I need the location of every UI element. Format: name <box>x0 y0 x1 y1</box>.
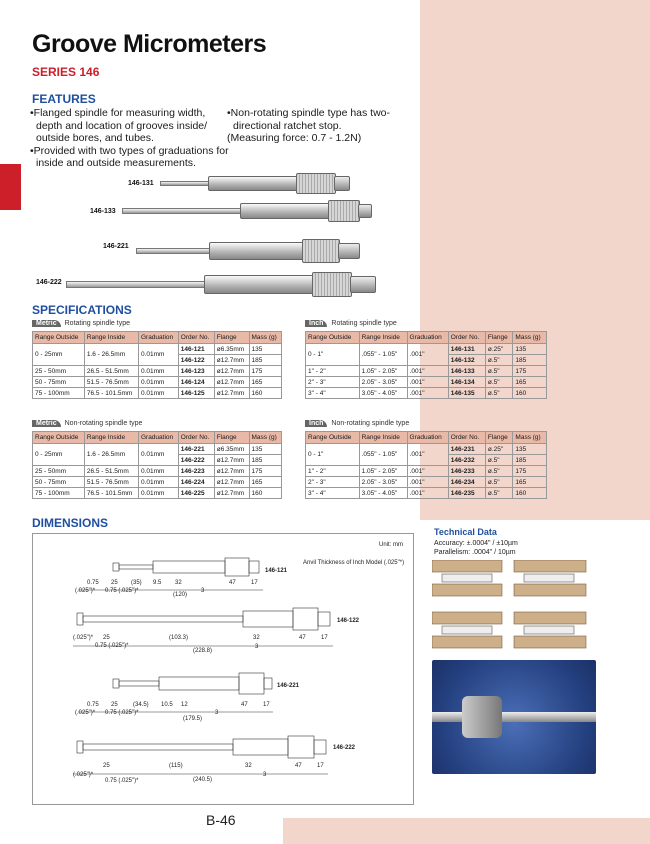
cell: 146-123 <box>178 366 214 377</box>
cell: ø.5" <box>485 477 513 488</box>
cell: 1.05" - 2.05" <box>359 466 407 477</box>
cell: 75 - 100mm <box>33 388 85 399</box>
cell: 0.01mm <box>138 388 178 399</box>
cell: 1" - 2" <box>306 466 360 477</box>
cell: 160 <box>513 488 547 499</box>
cell: 160 <box>513 388 547 399</box>
micrometer-146-222 <box>66 271 396 297</box>
cell: 25 - 50mm <box>33 366 85 377</box>
col-header: Flange <box>214 432 249 444</box>
cell: .001" <box>407 344 448 366</box>
table-row <box>306 344 547 355</box>
unit-label: Unit: mm <box>379 542 403 548</box>
cell: 146-235 <box>448 488 485 499</box>
col-header: Range Inside <box>84 432 138 444</box>
col-header: Range Outside <box>33 332 85 344</box>
table-row <box>33 488 282 499</box>
table-row <box>33 388 282 399</box>
groove-usage-diagrams <box>432 560 592 650</box>
cell: ø12.7mm <box>214 488 249 499</box>
dim-value: 32 <box>175 580 182 586</box>
cell: 160 <box>249 388 282 399</box>
feature-line: (Measuring force: 0.7 - 1.2N) <box>227 132 362 144</box>
red-section-tab <box>0 164 21 210</box>
cell: 146-232 <box>448 455 485 466</box>
spec-table-metric-nonrotating <box>32 431 282 499</box>
col-header: Range Inside <box>359 332 407 344</box>
photo-spindle <box>432 712 596 722</box>
cell: ø.5" <box>485 366 513 377</box>
dim-value: 0.75 (.025")* <box>105 710 139 716</box>
cell: 146-222 <box>178 455 214 466</box>
features-right <box>227 107 417 145</box>
dim-value: 17 <box>263 702 270 708</box>
col-header: Flange <box>214 332 249 344</box>
cell: 165 <box>513 477 547 488</box>
table-row <box>306 444 547 455</box>
table-row <box>33 366 282 377</box>
dim-value: 0.75 (.025")* <box>105 778 139 784</box>
cell: 135 <box>513 444 547 455</box>
metric-tag: Metric <box>32 320 61 327</box>
cell: 3" - 4" <box>306 488 360 499</box>
dim-model-146-121: 146-121 <box>265 568 288 574</box>
cell: 146-233 <box>448 466 485 477</box>
col-header: Range Outside <box>306 332 360 344</box>
col-header: Order No. <box>448 432 485 444</box>
cell: ø.5" <box>485 455 513 466</box>
accuracy-line: Accuracy: ±.0004" / ±10µm <box>434 540 518 547</box>
cell: ø12.7mm <box>214 377 249 388</box>
cell: 135 <box>249 344 282 355</box>
dim-value: 25 <box>103 635 110 641</box>
cell: ø.25" <box>485 344 513 355</box>
cell: .001" <box>407 444 448 466</box>
cell: .001" <box>407 466 448 477</box>
cell: 185 <box>513 355 547 366</box>
col-header: Order No. <box>178 432 214 444</box>
dim-value: 12 <box>181 702 188 708</box>
cell: ø12.7mm <box>214 466 249 477</box>
col-header: Graduation <box>407 332 448 344</box>
page-number: B-46 <box>206 812 236 828</box>
dim-value: (228.8) <box>193 648 213 654</box>
dim-value: 47 <box>295 763 302 769</box>
cell: 146-133 <box>448 366 485 377</box>
model-label-146-221: 146-221 <box>103 243 129 250</box>
dim-model-146-221: 146-221 <box>277 683 300 689</box>
dim-value: 32 <box>253 635 260 641</box>
cell: 50 - 75mm <box>33 477 85 488</box>
cell: .055" - 1.05" <box>359 444 407 466</box>
dim-value: 25 <box>103 763 110 769</box>
cell: 165 <box>249 377 282 388</box>
cell: 165 <box>513 377 547 388</box>
dim-value: 9.5 <box>153 580 162 586</box>
cell: 76.5 - 101.5mm <box>84 388 138 399</box>
dim-value: (120) <box>173 592 188 598</box>
cell: 3.05" - 4.05" <box>359 388 407 399</box>
table-row <box>306 466 547 477</box>
cell: 0.01mm <box>138 344 178 366</box>
dim-value: (34.5) <box>133 702 149 708</box>
table-title-metric-rotating <box>32 320 130 327</box>
specifications-heading: SPECIFICATIONS <box>32 303 132 317</box>
cell: 185 <box>513 455 547 466</box>
cell: 175 <box>249 466 282 477</box>
dim-value: 47 <box>229 580 236 586</box>
dim-value: (115) <box>169 763 183 769</box>
cell: .055" - 1.05" <box>359 344 407 366</box>
table-row <box>306 388 547 399</box>
cell: ø.5" <box>485 388 513 399</box>
model-label-146-131: 146-131 <box>128 180 154 187</box>
cell: 1.6 - 26.5mm <box>84 344 138 366</box>
cell: 146-231 <box>448 444 485 455</box>
cell: 175 <box>249 366 282 377</box>
col-header: Range Outside <box>33 432 85 444</box>
col-header: Range Inside <box>84 332 138 344</box>
dim-value: (240.5) <box>193 777 213 783</box>
cell: 146-225 <box>178 488 214 499</box>
dim-value: 17 <box>317 763 324 769</box>
col-header: Flange <box>485 332 513 344</box>
cell: 1.05" - 2.05" <box>359 366 407 377</box>
cell: 135 <box>513 344 547 355</box>
metric-tag: Metric <box>32 420 61 427</box>
cell: ø.5" <box>485 488 513 499</box>
cell: 146-132 <box>448 355 485 366</box>
cell: ø12.7mm <box>214 366 249 377</box>
cell: 146-134 <box>448 377 485 388</box>
cell: 50 - 75mm <box>33 377 85 388</box>
feature-line: inside and outside measurements. <box>36 157 196 169</box>
dim-value: 3 <box>215 710 219 716</box>
cell: 76.5 - 101.5mm <box>84 488 138 499</box>
dim-value: 0.75 (.025")* <box>105 588 139 594</box>
dim-value: (35) <box>131 580 142 586</box>
groove-measurement-photo <box>432 660 596 774</box>
table-title-inch-rotating <box>305 320 397 327</box>
col-header: Range Inside <box>359 432 407 444</box>
dim-value: 17 <box>251 580 258 586</box>
cell: 146-125 <box>178 388 214 399</box>
table-row <box>33 377 282 388</box>
photo-flange <box>462 696 502 738</box>
cell: ø6.35mm <box>214 444 249 455</box>
col-header: Mass (g) <box>249 332 282 344</box>
cell: 26.5 - 51.5mm <box>84 366 138 377</box>
dim-value: 17 <box>321 635 328 641</box>
model-label-146-222: 146-222 <box>36 279 62 286</box>
table-caption: Non-rotating spindle type <box>64 420 143 427</box>
cell: ø.5" <box>485 355 513 366</box>
table-caption: Rotating spindle type <box>331 320 397 327</box>
technical-data-heading: Technical Data <box>434 527 497 537</box>
table-row <box>33 466 282 477</box>
cell: ø.25" <box>485 444 513 455</box>
feature-line: depth and location of grooves inside/ <box>36 119 208 132</box>
dim-value: 10.5 <box>161 702 173 708</box>
col-header: Order No. <box>448 332 485 344</box>
dim-value: (.025")* <box>73 772 94 778</box>
table-title-inch-nonrotating <box>305 420 409 427</box>
cell: 51.5 - 76.5mm <box>84 477 138 488</box>
micrometer-146-221 <box>136 238 386 262</box>
spec-table-inch-nonrotating <box>305 431 547 499</box>
dim-value: 25 <box>111 580 118 586</box>
features-left <box>30 107 230 170</box>
dimension-drawings <box>33 534 413 804</box>
cell: 75 - 100mm <box>33 488 85 499</box>
series-label: SERIES 146 <box>32 65 100 79</box>
cell: 2" - 3" <box>306 377 360 388</box>
cell: 0 - 1" <box>306 344 360 366</box>
cell: 0.01mm <box>138 488 178 499</box>
cell: 3.05" - 4.05" <box>359 488 407 499</box>
cell: 0 - 1" <box>306 444 360 466</box>
cell: 146-122 <box>178 355 214 366</box>
cell: ø.5" <box>485 466 513 477</box>
cell: ø12.7mm <box>214 455 249 466</box>
cell: 0 - 25mm <box>33 444 85 466</box>
cell: ø12.7mm <box>214 477 249 488</box>
parallelism-line: Parallelism: .0004" / 10µm <box>434 549 516 556</box>
table-row <box>306 366 547 377</box>
cell: 135 <box>249 444 282 455</box>
col-header: Mass (g) <box>249 432 282 444</box>
cell: 51.5 - 76.5mm <box>84 377 138 388</box>
feature-line: •Flanged spindle for measuring width, <box>30 107 206 119</box>
dim-value: 25 <box>111 702 118 708</box>
col-header: Flange <box>485 432 513 444</box>
cell: 175 <box>513 466 547 477</box>
table-row <box>33 477 282 488</box>
cell: ø12.7mm <box>214 388 249 399</box>
cell: 26.5 - 51.5mm <box>84 466 138 477</box>
dim-value: 3 <box>201 588 205 594</box>
table-title-metric-nonrotating <box>32 420 142 427</box>
spec-table-inch-rotating <box>305 331 547 399</box>
cell: 2.05" - 3.05" <box>359 477 407 488</box>
cell: .001" <box>407 377 448 388</box>
col-header: Graduation <box>407 432 448 444</box>
dim-value: 47 <box>241 702 248 708</box>
feature-line: directional ratchet stop. <box>233 119 342 132</box>
cell: 146-124 <box>178 377 214 388</box>
inch-tag: Inch <box>305 420 327 427</box>
cell: 146-234 <box>448 477 485 488</box>
dim-value: (.025")* <box>75 710 96 716</box>
col-header: Mass (g) <box>513 332 547 344</box>
dim-value: 47 <box>299 635 306 641</box>
dim-value: (.025")* <box>75 588 96 594</box>
dim-value: (.025")* <box>73 635 94 641</box>
cell: 146-224 <box>178 477 214 488</box>
cell: 1.6 - 26.5mm <box>84 444 138 466</box>
cell: 2.05" - 3.05" <box>359 377 407 388</box>
micrometer-146-133 <box>122 200 372 222</box>
micrometer-146-131 <box>160 172 390 194</box>
dim-value: 32 <box>245 763 252 769</box>
model-label-146-133: 146-133 <box>90 208 116 215</box>
cell: 0.01mm <box>138 444 178 466</box>
table-row <box>33 344 282 355</box>
table-row <box>33 444 282 455</box>
table-caption: Rotating spindle type <box>64 320 131 327</box>
feature-line: outside bores, and tubes. <box>36 132 154 144</box>
cell: 146-135 <box>448 388 485 399</box>
dim-value: 3 <box>255 644 259 650</box>
footer-bar <box>0 818 650 844</box>
table-row <box>306 477 547 488</box>
cell: 146-223 <box>178 466 214 477</box>
dim-value: 0.75 <box>87 702 99 708</box>
dimensions-drawing-box <box>32 533 414 805</box>
table-row <box>306 488 547 499</box>
cell: 146-131 <box>448 344 485 355</box>
table-row <box>306 377 547 388</box>
dim-value: 0.75 <box>87 580 99 586</box>
dim-value: 0.75 (.025")* <box>95 643 129 649</box>
col-header: Graduation <box>138 332 178 344</box>
dim-value: (179.5) <box>183 716 203 722</box>
feature-line: •Provided with two types of graduations for <box>30 144 229 157</box>
cell: 0.01mm <box>138 466 178 477</box>
cell: ø6.35mm <box>214 344 249 355</box>
cell: 0.01mm <box>138 366 178 377</box>
col-header: Mass (g) <box>513 432 547 444</box>
cell: 3" - 4" <box>306 388 360 399</box>
dim-value: 3 <box>263 772 267 778</box>
dimensions-heading: DIMENSIONS <box>32 516 109 530</box>
dim-model-146-222: 146-222 <box>333 745 356 751</box>
cell: 1" - 2" <box>306 366 360 377</box>
cell: 160 <box>249 488 282 499</box>
cell: .001" <box>407 477 448 488</box>
cell: .001" <box>407 488 448 499</box>
cell: 0.01mm <box>138 477 178 488</box>
cell: 2" - 3" <box>306 477 360 488</box>
cell: 146-221 <box>178 444 214 455</box>
cell: 165 <box>249 477 282 488</box>
cell: 0.01mm <box>138 377 178 388</box>
feature-line: •Non-rotating spindle type has two- <box>227 107 391 119</box>
inch-tag: Inch <box>305 320 327 327</box>
cell: 175 <box>513 366 547 377</box>
cell: 185 <box>249 455 282 466</box>
spec-table-metric-rotating <box>32 331 282 399</box>
dim-value: (103.3) <box>169 635 189 641</box>
features-heading: FEATURES <box>32 92 96 106</box>
page-title: Groove Micrometers <box>32 30 267 58</box>
cell: 0 - 25mm <box>33 344 85 366</box>
table-caption: Non-rotating spindle type <box>331 420 410 427</box>
anvil-note: Anvil Thickness of Inch Model (.025"*) <box>303 560 405 566</box>
cell: ø.5" <box>485 377 513 388</box>
col-header: Range Outside <box>306 432 360 444</box>
cell: .001" <box>407 366 448 377</box>
col-header: Graduation <box>138 432 178 444</box>
cell: 146-121 <box>178 344 214 355</box>
cell: .001" <box>407 388 448 399</box>
cell: 185 <box>249 355 282 366</box>
dim-model-146-122: 146-122 <box>337 618 360 624</box>
cell: 25 - 50mm <box>33 466 85 477</box>
cell: ø12.7mm <box>214 355 249 366</box>
col-header: Order No. <box>178 332 214 344</box>
